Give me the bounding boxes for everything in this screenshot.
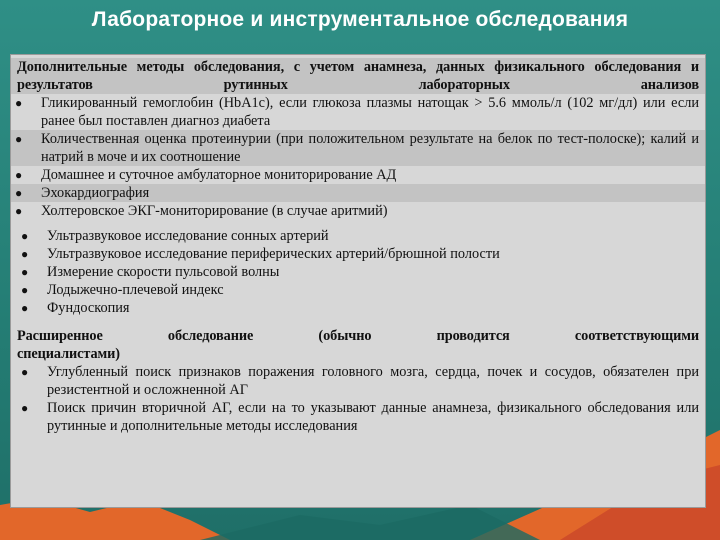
content-panel [10, 54, 706, 508]
list-item: ● Ультразвуковое исследование периферических артерий/брюшной полости [21, 246, 500, 262]
bullet-icon: ● [21, 265, 29, 279]
section3-list [17, 363, 699, 435]
list-item: ● Ультразвуковое исследование сонных артерий [21, 228, 329, 244]
bullet-icon: ● [15, 96, 23, 110]
list-item: ● Фундоскопия [21, 300, 130, 316]
bullet-icon: ● [21, 301, 29, 315]
section3-heading: Расширенное обследование (обычно проводится соответствующими [17, 328, 699, 344]
section3-heading-cont: специалистами) [17, 346, 120, 362]
bullet-icon: ● [15, 132, 23, 146]
teal-ridge [200, 505, 540, 540]
section1-heading: Дополнительные методы обследования, с учетом анамнеза, данных физикального обследования и результатов рутинных лабораторных анализов [11, 58, 705, 94]
list-item: ● Углубленный поиск признаков поражения головного мозга, сердца, почек и сосудов, обязателен при резистентной и осложненной АГ [21, 364, 699, 398]
slide-title: Лабораторное и инструментальное обследования [91, 8, 629, 31]
list-item: ● Лодыжечно-плечевой индекс [21, 282, 224, 298]
section2-list [17, 227, 699, 317]
bullet-icon: ● [21, 401, 29, 415]
bullet-icon: ● [15, 168, 23, 182]
bullet-icon: ● [15, 204, 23, 218]
list-item: ● Холтеровское ЭКГ-мониторирование (в случае аритмий) [11, 202, 705, 220]
bullet-icon: ● [21, 283, 29, 297]
list-item: ● Эхокардиография [11, 184, 705, 202]
bullet-icon: ● [15, 186, 23, 200]
list-item: ● Гликированный гемоглобин (HbA1c), если глюкоза плазмы натощак > 5.6 ммоль/л (102 мг/дл) или если ранее был поставлен диагноз диабета [11, 94, 705, 130]
section1-list [17, 94, 699, 220]
bullet-icon: ● [21, 365, 29, 379]
list-item: ● Домашнее и суточное амбулаторное мониторирование АД [11, 166, 705, 184]
list-item: ● Измерение скорости пульсовой волны [21, 264, 280, 280]
bullet-icon: ● [21, 229, 29, 243]
list-item: ● Поиск причин вторичной АГ, если на то указывают данные анамнеза, физикального обследования или рутинные и дополнительные методы исследования [21, 400, 699, 434]
list-item: ● Количественная оценка протеинурии (при положительном результате на белок по тест-полоске); калий и натрий в моче и их соотношение [11, 130, 705, 166]
bullet-icon: ● [21, 247, 29, 261]
